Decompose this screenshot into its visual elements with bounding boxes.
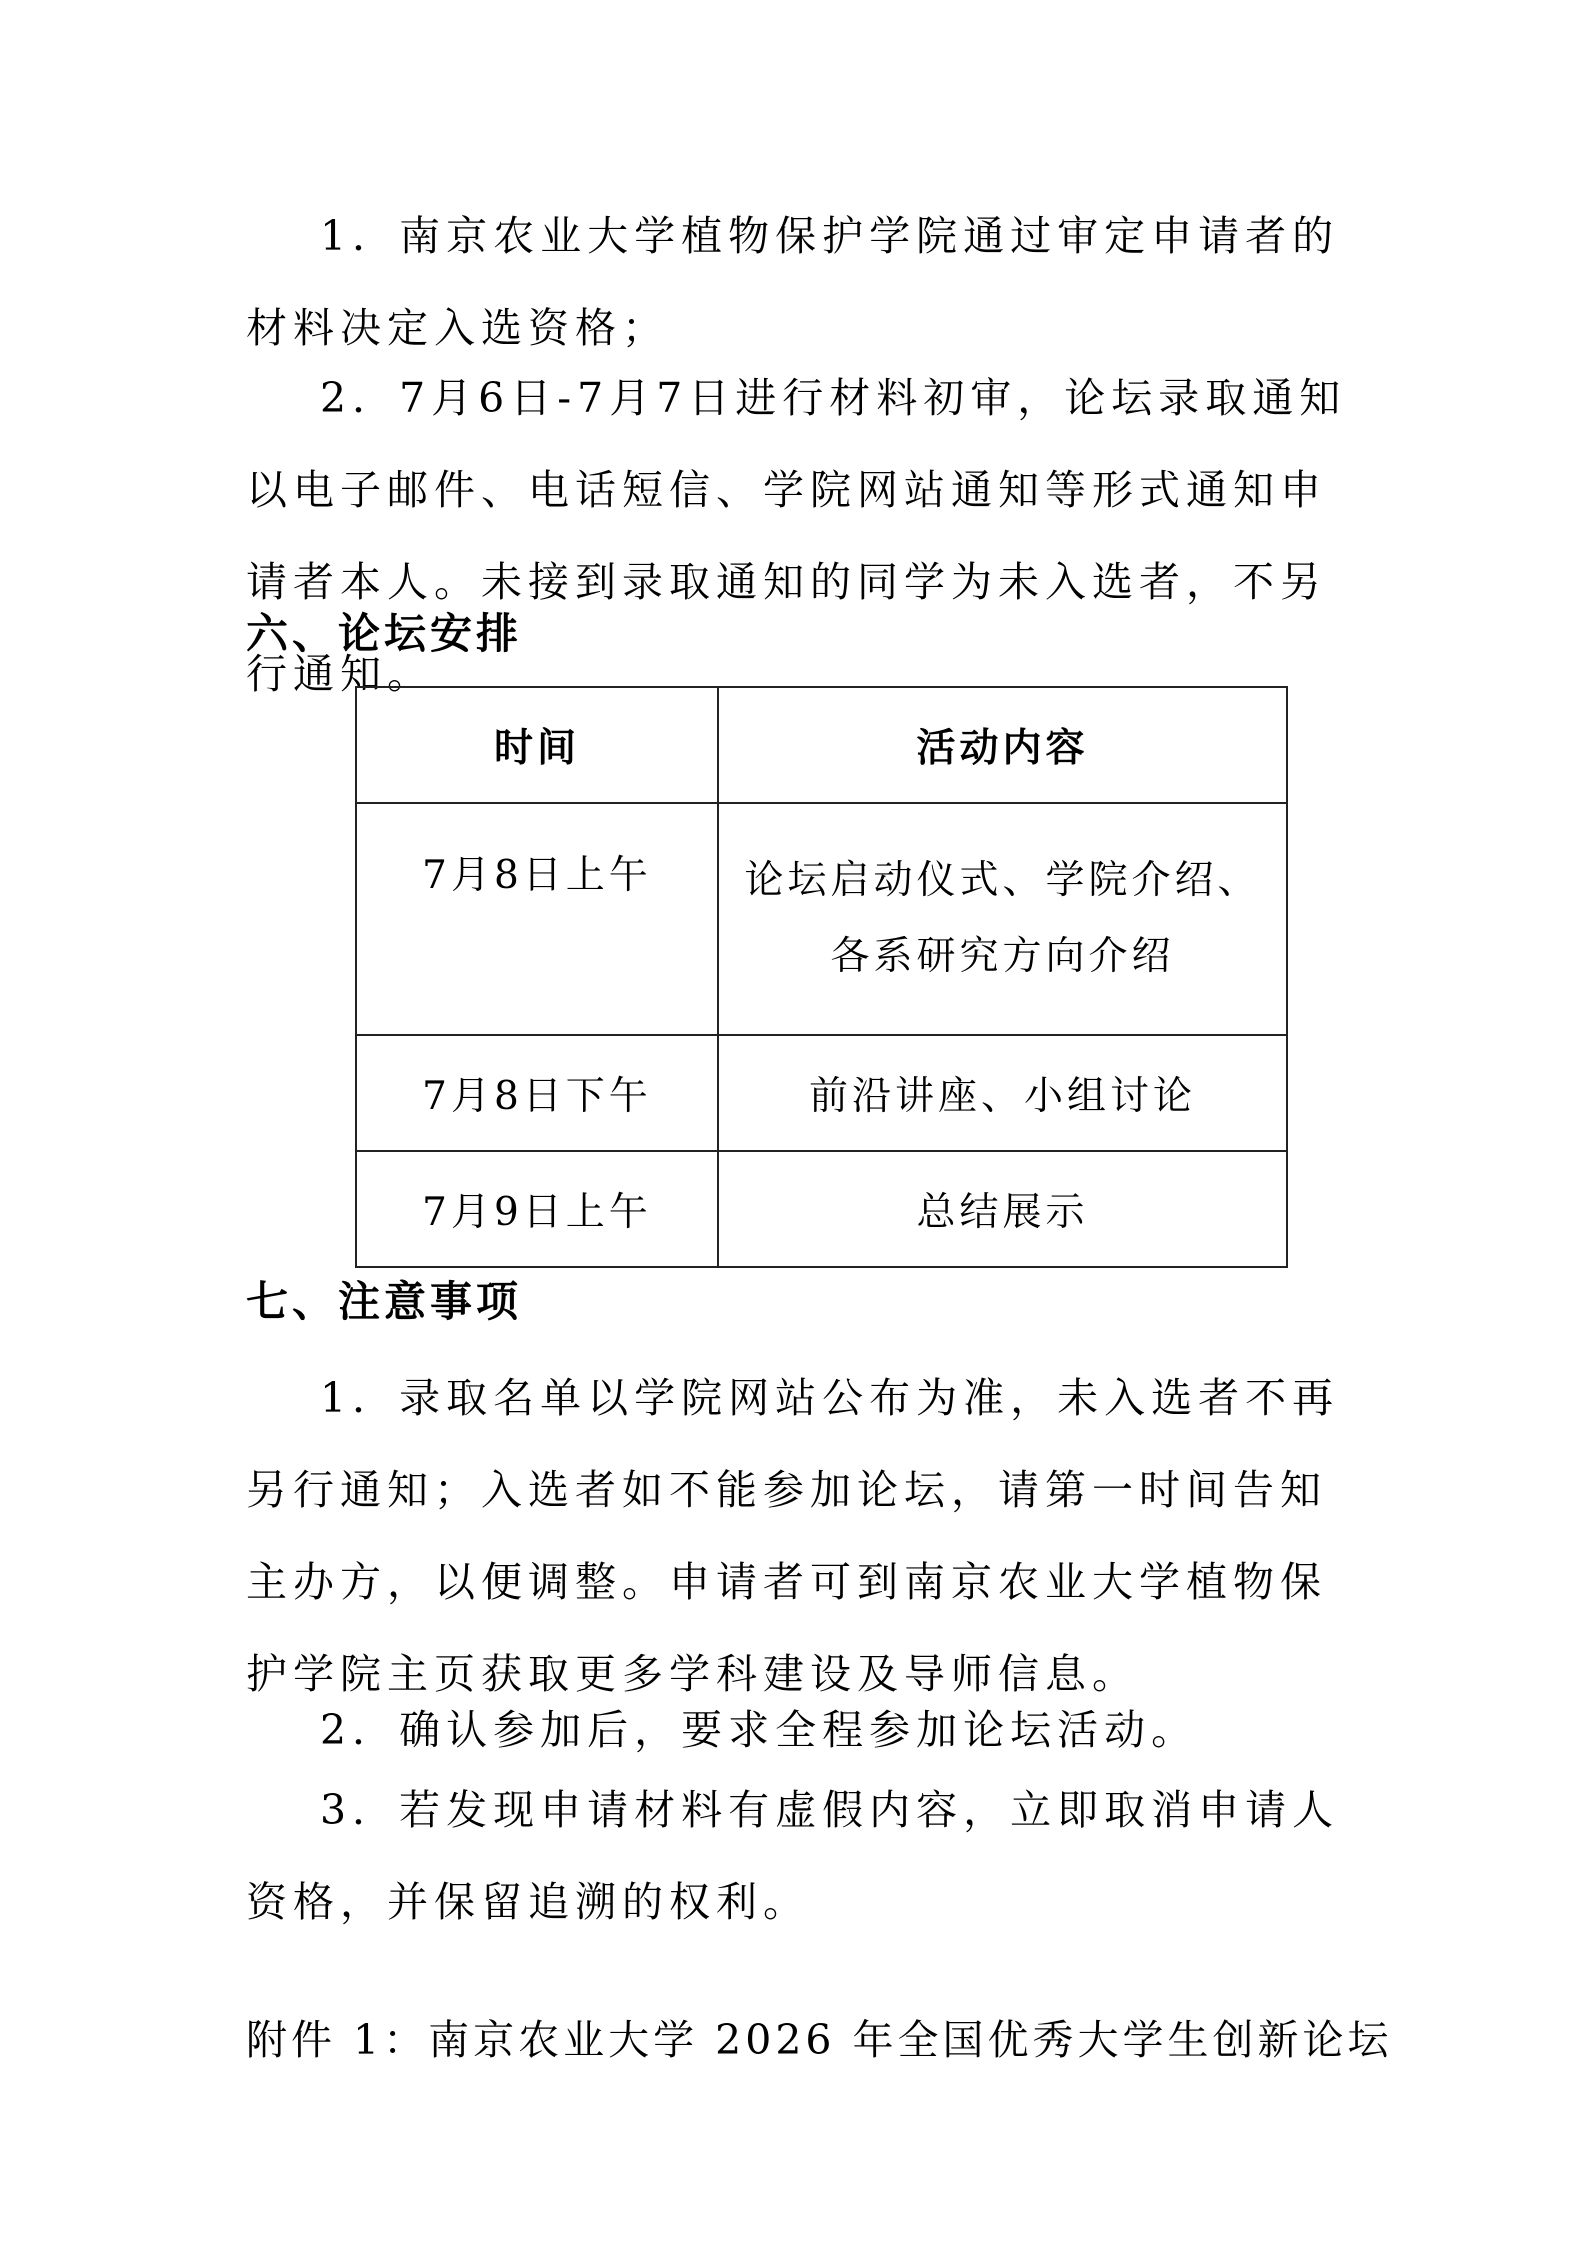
notes-item-2: 2．确认参加后，要求全程参加论坛活动。	[320, 1706, 1199, 1754]
table-cell-time: 7月8日上午	[356, 803, 718, 1035]
forum-schedule-table	[355, 686, 1288, 1268]
table-cell-activity: 论坛启动仪式、学院介绍、各系研究方向介绍	[718, 803, 1287, 1035]
attachment-line: 附件 1：南京农业大学 2026 年全国优秀大学生创新论坛	[246, 2016, 1393, 2064]
selection-rule-item-1: 1．南京农业大学植物保护学院通过审定申请者的材料决定入选资格；	[246, 212, 1340, 352]
table-cell-activity: 总结展示	[718, 1151, 1287, 1267]
table-row	[356, 803, 1287, 1035]
table-header-row	[356, 687, 1287, 803]
forum-schedule-heading: 六、论坛安排	[246, 609, 523, 658]
table-row	[356, 1035, 1287, 1151]
notes-item-3: 3．若发现申请材料有虚假内容，立即取消申请人资格，并保留追溯的权利。	[246, 1786, 1340, 1926]
table-cell-activity: 前沿讲座、小组讨论	[718, 1035, 1287, 1151]
table-cell-time: 7月9日上午	[356, 1151, 718, 1267]
table-row	[356, 1151, 1287, 1267]
table-header-time: 时间	[356, 687, 718, 803]
notes-item-1: 1．录取名单以学院网站公布为准，未入选者不再另行通知；入选者如不能参加论坛，请第一时间告知主办方，以便调整。申请者可到南京农业大学植物保护学院主页获取更多学科建设及导师信息。	[246, 1374, 1340, 1698]
table-header-activity: 活动内容	[718, 687, 1287, 803]
table-cell-time: 7月8日下午	[356, 1035, 718, 1151]
notes-heading: 七、注意事项	[246, 1277, 523, 1326]
selection-rule-item-2: 2．7月6日-7月7日进行材料初审，论坛录取通知以电子邮件、电话短信、学院网站通知等形式通知申请者本人。未接到录取通知的同学为未入选者，不另行通知。	[246, 374, 1347, 698]
